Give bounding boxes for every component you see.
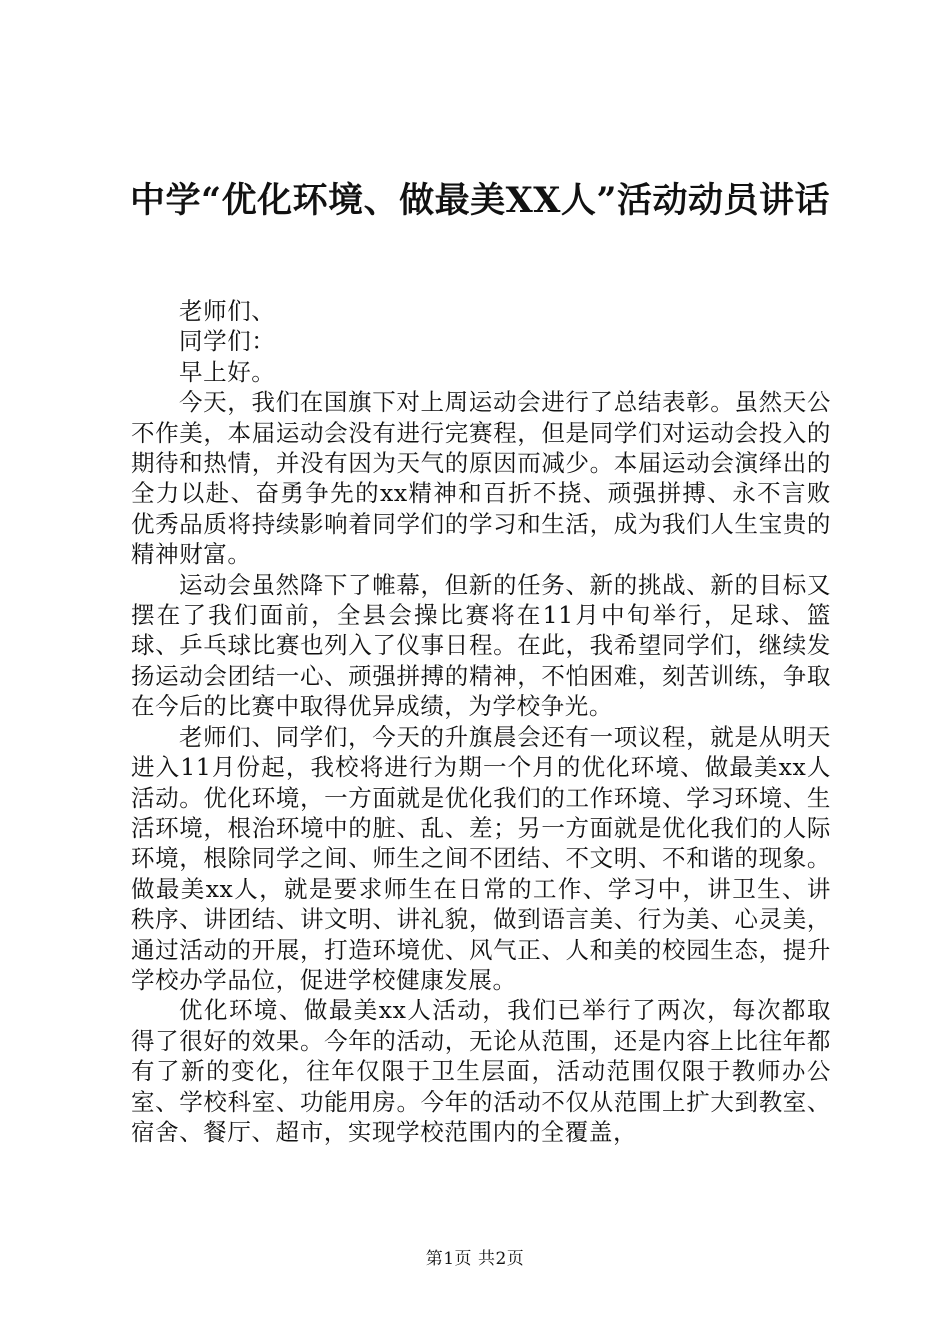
- body-paragraph: 老师们、同学们，今天的升旗晨会还有一项议程，就是从明天进入11月份起，我校将进行为期一个月的优化环境、做最美xx人活动。优化环境，一方面就是优化我们的工作环境、学习环境、生活环境，根治环境中的脏、乱、差；另一方面就是优化我们的人际环境，根除同学之间、师生之间不团结、不文明、不和谐的现象。做最美xx人，就是要求师生在日常的工作、学习中，讲卫生、讲秩序、讲团结、讲文明、讲礼貌，做到语言美、行为美、心灵美，通过活动的开展，打造环境优、风气正、人和美的校园生态，提升学校办学品位，促进学校健康发展。: [131, 722, 831, 994]
- body-paragraph: 今天，我们在国旗下对上周运动会进行了总结表彰。虽然天公不作美，本届运动会没有进行完赛程，但是同学们对运动会投入的期待和热情，并没有因为天气的原因而减少。本届运动会演绎出的全力以赴、奋勇争先的xx精神和百折不挠、顽强拼搏、永不言败优秀品质将持续影响着同学们的学习和生活，成为我们人生宝贵的精神财富。: [131, 388, 831, 569]
- greeting-line: 早上好。: [179, 357, 276, 386]
- greeting-line: 老师们、: [179, 297, 276, 325]
- document-body: [131, 296, 831, 1147]
- greeting-line: 同学们：: [179, 327, 276, 356]
- body-paragraph: 运动会虽然降下了帷幕，但新的任务、新的挑战、新的目标又摆在了我们面前，全县会操比赛将在11月中旬举行，足球、篮球、乒乓球比赛也列入了仪事日程。在此，我希望同学们，继续发扬运动会团结一心、顽强拼搏的精神，不怕困难，刻苦训练，争取在今后的比赛中取得优异成绩，为学校争光。: [131, 570, 831, 721]
- page-number-footer: 第1页 共2页: [425, 1249, 525, 1269]
- body-paragraph: 优化环境、做最美xx人活动，我们已举行了两次，每次都取得了很好的效果。今年的活动，无论从范围，还是内容上比往年都有了新的变化，往年仅限于卫生层面，活动范围仅限于教师办公室、学校科室、功能用房。今年的活动不仅从范围上扩大到教室、宿舍、餐厅、超市，实现学校范围内的全覆盖，: [131, 996, 831, 1146]
- document-title: 中学“优化环境、做最美XX人”活动动员讲话: [129, 180, 831, 221]
